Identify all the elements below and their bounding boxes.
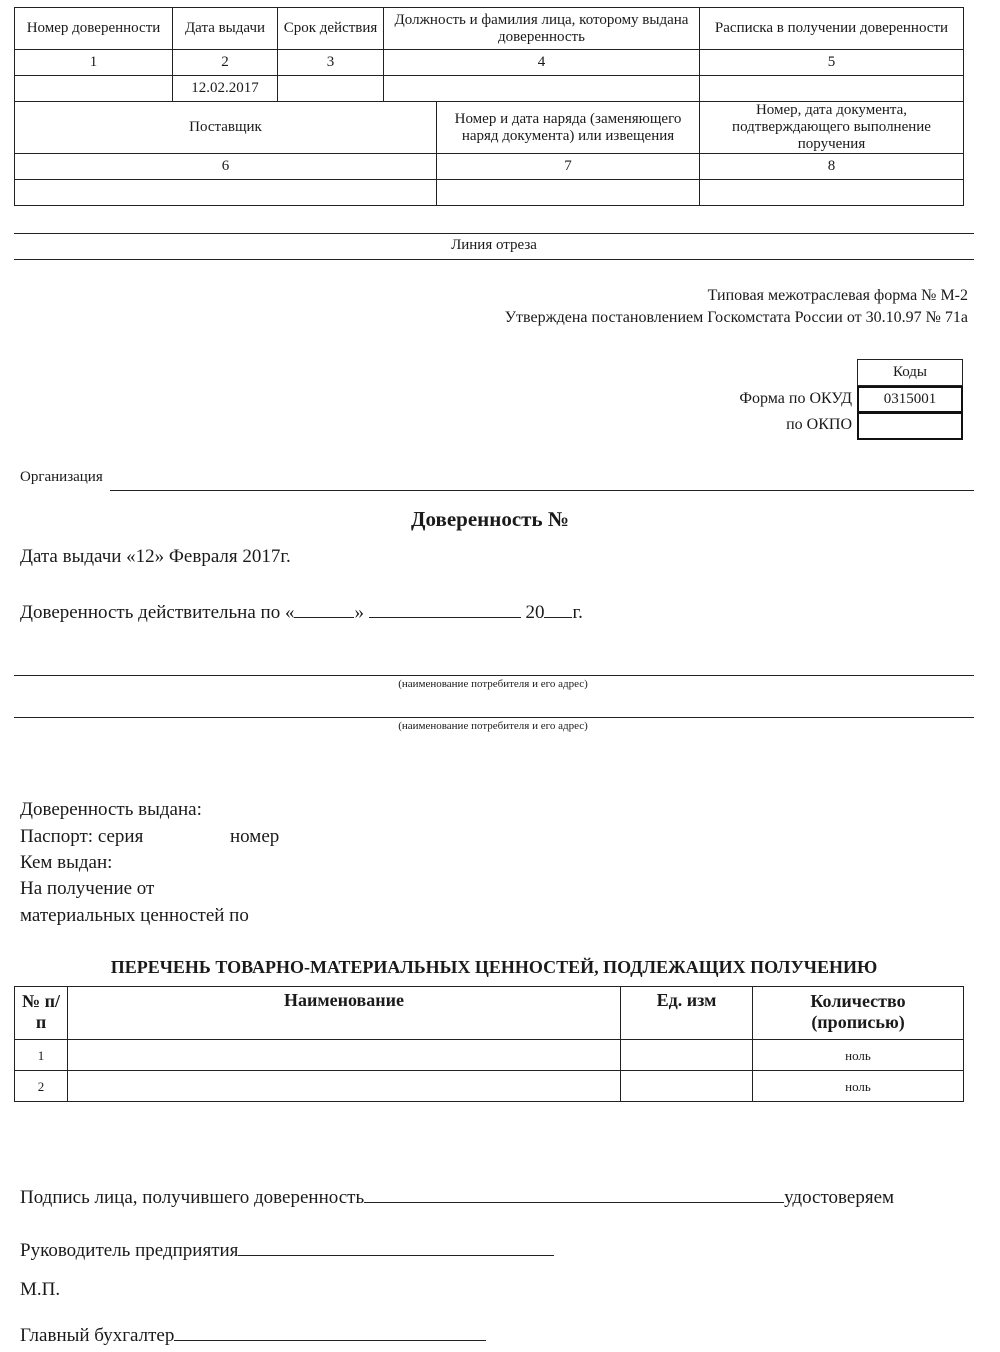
- counterfoil-table: [14, 7, 964, 102]
- receive-from-label: На получение от: [20, 878, 155, 899]
- validity-quote-close: »: [354, 602, 364, 623]
- col-number: 1: [15, 50, 173, 76]
- goods-row-unit[interactable]: [621, 1071, 753, 1102]
- head-signature-line: [20, 1237, 554, 1262]
- organization-label: Организация: [20, 469, 103, 485]
- validity-year-field[interactable]: [544, 599, 572, 618]
- passport-number-label: номер: [230, 826, 280, 847]
- header-position-name: Должность и фамилия лица, которому выдана доверенность: [384, 8, 700, 50]
- recipient-signature-label: Подпись лица, получившего доверенность: [20, 1187, 365, 1208]
- goods-row-unit[interactable]: [621, 1040, 753, 1071]
- counterfoil-lower-table: [14, 101, 964, 206]
- cell-power-number[interactable]: [15, 76, 173, 102]
- table-row: [15, 1071, 964, 1102]
- okpo-label: по ОКПО: [786, 416, 852, 433]
- cell-supplier[interactable]: [15, 180, 437, 206]
- issue-date-line: Дата выдачи «12» Февраля 2017г.: [20, 546, 291, 567]
- col-number: 6: [15, 154, 437, 180]
- header-confirm-doc: Номер, дата документа, подтверждающего выполнение поручения: [700, 102, 964, 154]
- cell-confirm-doc[interactable]: [700, 180, 964, 206]
- issued-by-label: Кем выдан:: [20, 852, 113, 873]
- organization-field[interactable]: [110, 490, 974, 491]
- head-signature-field[interactable]: [238, 1237, 554, 1256]
- col-number: 8: [700, 154, 964, 180]
- passport-series-label: Паспорт: серия: [20, 826, 144, 847]
- validity-prefix: Доверенность действительна по «: [20, 602, 295, 623]
- goods-row-qty[interactable]: ноль: [753, 1040, 964, 1071]
- form-approval-line: Утверждена постановлением Госкомстата России от 30.10.97 № 71а: [504, 309, 968, 326]
- header-order: Номер и дата наряда (заменяющего наряд документа) или извещения: [437, 102, 700, 154]
- cell-receipt[interactable]: [700, 76, 964, 102]
- goods-row-num: 2: [15, 1071, 68, 1102]
- table-row: [15, 1040, 964, 1071]
- certify-label: удостоверяем: [784, 1187, 895, 1208]
- col-number: 4: [384, 50, 700, 76]
- validity-day-field[interactable]: [294, 599, 354, 618]
- recipient-signature-line: [20, 1184, 894, 1209]
- col-number: 3: [278, 50, 384, 76]
- goods-header-num: № п/п: [15, 987, 68, 1040]
- validity-line: [20, 599, 583, 624]
- header-receipt: Расписка в получении доверенности: [700, 8, 964, 50]
- validity-year-prefix: 20: [525, 602, 545, 623]
- codes-title: Коды: [857, 359, 963, 386]
- values-by-label: материальных ценностей по: [20, 905, 249, 926]
- header-issue-date: Дата выдачи: [173, 8, 278, 50]
- stamp-label: М.П.: [20, 1279, 61, 1300]
- accountant-signature-line: [20, 1322, 486, 1347]
- consumer-caption-1: (наименование потребителя и его адрес): [398, 678, 588, 690]
- okud-label: Форма по ОКУД: [739, 390, 852, 407]
- okpo-value[interactable]: [857, 412, 963, 440]
- cut-line-top: [14, 233, 974, 234]
- consumer-field-2[interactable]: [14, 717, 974, 718]
- consumer-caption-2: (наименование потребителя и его адрес): [398, 720, 588, 732]
- goods-header-unit: Ед. изм: [621, 987, 753, 1040]
- validity-year-suffix: г.: [572, 602, 583, 623]
- goods-header-qty: Количество (прописью): [753, 987, 964, 1040]
- goods-row-num: 1: [15, 1040, 68, 1071]
- goods-header-name: Наименование: [68, 987, 621, 1040]
- consumer-field-1[interactable]: [14, 675, 974, 676]
- accountant-signature-field[interactable]: [174, 1322, 486, 1341]
- goods-row-qty[interactable]: ноль: [753, 1071, 964, 1102]
- validity-month-field[interactable]: [369, 599, 521, 618]
- cell-position-name[interactable]: [384, 76, 700, 102]
- cut-line-bottom: [14, 259, 974, 260]
- col-number: 5: [700, 50, 964, 76]
- cell-validity-term[interactable]: [278, 76, 384, 102]
- okud-value[interactable]: 0315001: [857, 386, 963, 413]
- col-number: 7: [437, 154, 700, 180]
- head-signature-label: Руководитель предприятия: [20, 1240, 239, 1261]
- cut-line-label: Линия отреза: [451, 237, 537, 253]
- header-power-number: Номер доверенности: [15, 8, 173, 50]
- accountant-signature-label: Главный бухгалтер: [20, 1325, 175, 1346]
- recipient-signature-field[interactable]: [364, 1184, 784, 1203]
- document-title: Доверенность №: [411, 507, 569, 531]
- form-type-line: Типовая межотраслевая форма № М-2: [707, 287, 968, 304]
- issued-to-label: Доверенность выдана:: [20, 799, 202, 820]
- goods-row-name[interactable]: [68, 1071, 621, 1102]
- header-validity-term: Срок действия: [278, 8, 384, 50]
- goods-row-name[interactable]: [68, 1040, 621, 1071]
- cell-issue-date[interactable]: 12.02.2017: [173, 76, 278, 102]
- col-number: 2: [173, 50, 278, 76]
- goods-title: ПЕРЕЧЕНЬ ТОВАРНО-МАТЕРИАЛЬНЫХ ЦЕННОСТЕЙ, ПОДЛЕЖАЩИХ ПОЛУЧЕНИЮ: [110, 957, 878, 977]
- header-supplier: Поставщик: [15, 102, 437, 154]
- cell-order[interactable]: [437, 180, 700, 206]
- goods-table: [14, 986, 964, 1102]
